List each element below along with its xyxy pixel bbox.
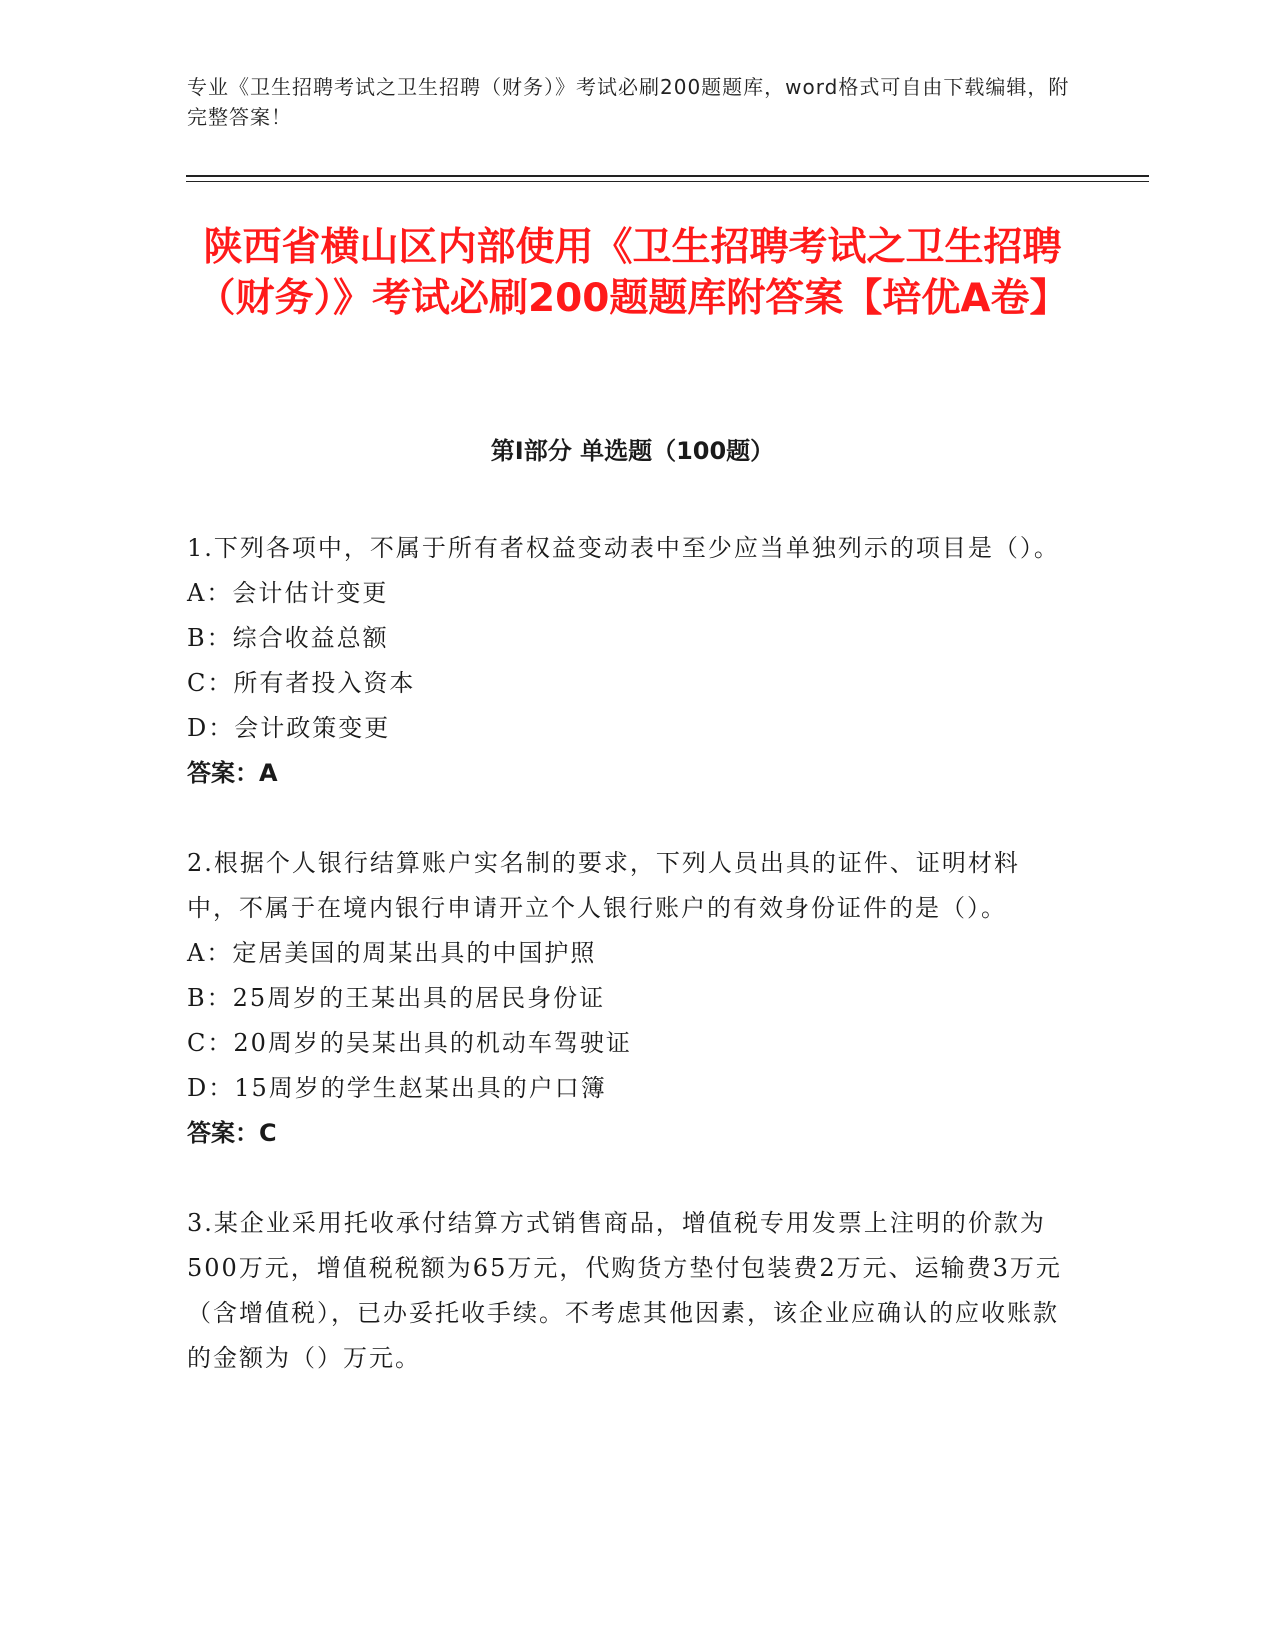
answer: 答案：C: [187, 1119, 277, 1147]
question-stem: 2.根据个人银行结算账户实名制的要求，下列人员出具的证件、证明材料中，不属于在境内银行申请开立个人银行账户的有效身份证件的是（）。: [187, 849, 1020, 922]
option-d: D：15周岁的学生赵某出具的户口簿: [187, 1074, 607, 1102]
option-d: D：会计政策变更: [187, 714, 391, 742]
option-c: C：所有者投入资本: [187, 669, 416, 697]
option-b: B：25周岁的王某出具的居民身份证: [187, 984, 606, 1012]
header-divider: [186, 175, 1149, 177]
question-stem: 1.下列各项中，不属于所有者权益变动表中至少应当单独列示的项目是（）。: [187, 534, 1060, 562]
document-title: 陕西省横山区内部使用《卫生招聘考试之卫生招聘（财务）》考试必刷200题题库附答案【培优A卷】: [196, 225, 1069, 321]
option-b: B：综合收益总额: [187, 624, 389, 652]
option-a: A：定居美国的周某出具的中国护照: [187, 939, 597, 967]
option-c: C：20周岁的吴某出具的机动车驾驶证: [187, 1029, 632, 1057]
question-list: [187, 526, 1067, 1426]
header-divider-thin: [186, 181, 1149, 182]
question-1: [187, 526, 1067, 796]
answer: 答案：A: [187, 759, 278, 787]
question-3: [187, 1201, 1067, 1381]
option-a: A：会计估计变更: [187, 579, 389, 607]
question-2: [187, 841, 1067, 1156]
section-title: 第Ⅰ部分 单选题（100题）: [490, 437, 775, 465]
question-stem: 3.某企业采用托收承付结算方式销售商品，增值税专用发票上注明的价款为500万元，增值税税额为65万元，代购货方垫付包装费2万元、运输费3万元（含增值税），已办妥托收手续。不考虑其他因素，该企业应确认的应收账款的金额为（）万元。: [187, 1209, 1062, 1372]
header-note: 专业《卫生招聘考试之卫生招聘（财务）》考试必刷200题题库，word格式可自由下载编辑，附完整答案！: [187, 75, 1070, 129]
